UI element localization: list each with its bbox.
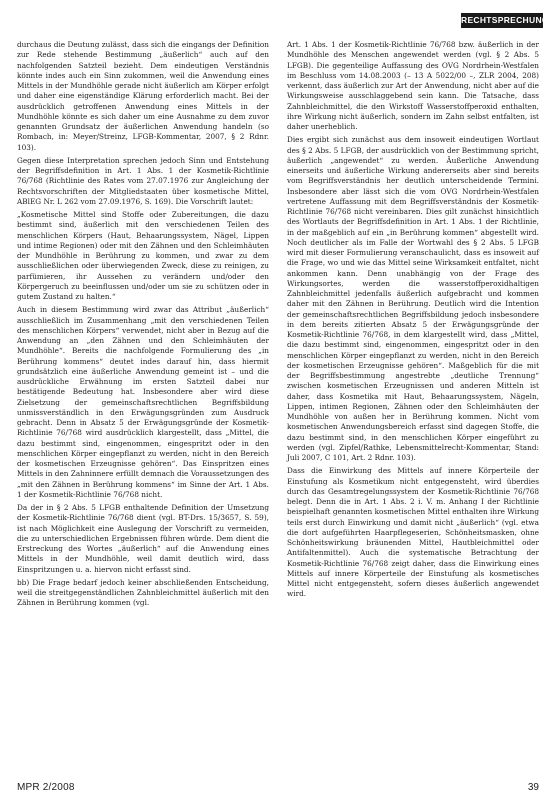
paragraph: durchaus die Deutung zulässt, dass sich die eingangs der Definition zur Rede stehende Bestimmung „äußerlich“ auch auf den nachfolgenden Satzteil bezieht. Dem eindeutigen Verständnis könnte indes auch ein Sinn zukommen, weil die Anwendung eines Mittels in der Mundhöhle gerade nicht äußerlich am Körper erfolgt und daher eine eigenständige Klärung erforderlich macht. Bei der ausdrücklich getroffenen Anwendung eines Mittels in der Mundhöhle könnte es sich daher um eine Ausnahme zu dem zuvor genannten Grundsatz der äußerlichen Anwendung handeln (so Rombach, in: Meyer/Streinz, LFGB-Kommentar, 2007, § 2 Rdnr. 103). xyxy=(17,40,269,152)
paragraph: Gegen diese Interpretation sprechen jedoch Sinn und Entstehung der Begriffsdefinition in Art. 1 Abs. 1 der Kosmetik-Richtlinie 76/768 (Richtlinie des Rates vom 27.07.1976 zur Angleichung der Rechtsvorschriften der Mitgliedstaaten über kosmetische Mittel, ABlEG Nr. L 262 vom 27.09.1976, S. 169). Die Vorschrift lautet: xyxy=(17,155,269,206)
paragraph: Auch in diesem Bestimmung wird zwar das Attribut „äußerlich“ ausschließlich im Zusammenhang „mit den verschiedenen Teilen des menschlichen Körpers“ verwendet, nicht aber in Bezug auf die Anwendung an „den Zähnen und den Schleimhäuten der Mundhöhle“. Bereits die nachfolgende Formulierung des „in Berührung kommens“ deutet indes darauf hin, dass hiermit grundsätzlich eine äußerliche Anwendung gemeint ist – und die ausdrückliche Erwähnung im ersten Satzteil dabei nur bestätigende Bedeutung hat. Insbesondere aber wird diese Zielsetzung der gemeinschaftsrechtlichen Begriffsbildung unmissverständlich in den Erwägungsgründen zum Ausdruck gebracht. Denn in Absatz 5 der Erwägungsgründe der Kosmetik-Richtlinie 76/768 wird ausdrücklich klargestellt, dass „Mittel, die dazu bestimmt sind, eingenommen, eingespritzt oder in den menschlichen Körper eingepflanzt zu werden, nicht in den Bereich der kosmetischen Erzeugnisse gehören“. Das Einspritzen eines Mittels in den Zahninnere erfüllt demnach die Voraussetzungen des „mit den Zähnen in Berührung kommens“ im Sinne der Art. 1 Abs. 1 der Kosmetik-Richtlinie 76/768 nicht. xyxy=(17,305,269,499)
quoted-definition: „Kosmetische Mittel sind Stoffe oder Zubereitungen, die dazu bestimmt sind, äußerlich mit den verschiedenen Teilen des menschlichen Körpers (Haut, Behaarungssystem, Nägel, Lippen und intime Regionen) oder mit den Zähnen und den Schleimhäuten der Mundhöhle in Berührung zu kommen, und zwar zu dem ausschließlichen oder überwiegenden Zweck, diese zu reinigen, zu parfümieren, ihr Aussehen zu verändern und/oder den Körpergeruch zu beeinflussen und/oder um sie zu schützen oder in gutem Zustand zu halten.“ xyxy=(17,210,269,301)
paragraph: Dass die Einwirkung des Mittels auf innere Körperteile der Einstufung als Kosmetikum nicht entgegensteht, wird überdies durch das Gesamtregelungssystem der Kosmetik-Richtlinie 76/768 belegt. Denn die in Art. 1 Abs. 2 i. V. m. Anhang I der Richtlinie beispielhaft genannten kosmetischen Mittel enthalten ihre Wirkung teils erst durch Einwirkung und damit nicht „äußerlich“ (vgl. etwa die dort aufgeführten Haarpflegeserien, Schönheitsmasken, ohne Schönheitswirkung bräunenden Mittel, Hautbleichmittel oder Antifaltenmittel). Auch die systematische Betrachtung der Kosmetik-Richtlinie 76/768 zeigt daher, dass die Einwirkung eines Mittels auf innere Körperteile der Einstufung als kosmetisches Mittel nicht entgegensteht, sofern dieses äußerlich angewendet wird. xyxy=(287,466,539,599)
journal-issue: MPR 2/2008 xyxy=(17,782,75,793)
left-text-column xyxy=(17,40,269,609)
page-number: 39 xyxy=(527,782,539,793)
paragraph: bb) Die Frage bedarf jedoch keiner abschließenden Entscheidung, weil die streitgegenständlichen Zahnbleichmittel äußerlich mit den Zähnen in Berührung kommen (vgl. xyxy=(17,577,269,608)
paragraph: Dies ergibt sich zunächst aus dem insoweit eindeutigen Wortlaut des § 2 Abs. 5 LFGB, der ausdrücklich von der Bestimmung spricht, äußerlich „angewendet“ zu werden. Äußerliche Anwendung einerseits und äußerliche Wirkung andererseits aber sind bereits vom Begriffsverständnis her deutlich unterscheidende Termini. Insbesondere aber lässt sich die vom OVG Nordrhein-Westfalen vertretene Auffassung mit dem Begriffsverständnis der Kosmetik-Richtlinie 76/768 nicht vereinbaren. Dies gilt zunächst hinsichtlich des Wortlauts der Begriffsdefinition in Art. 1 Abs. 1 der Richtlinie, in der maßgeblich auf ein „in Berührung kommen“ abgestellt wird. Noch deutlicher als im Falle der Wortwahl des § 2 Abs. 5 LFGB wird mit dieser Formulierung veranschaulicht, dass es insoweit auf die Frage, wo und wie das Mittel seine Wirksamkeit entfaltet, nicht ankommen kann. Denn unabhängig von der Frage des Wirkungsortes, werden die wasserstoffperoxidhaltigen Zahnbleichmittel jedenfalls äußerlich aufgebracht und kommen daher mit den Zähnen in Berührung. Deutlich wird die Intention der gemeinschaftsrechtlichen Begriffsbildung jedoch insbesondere in dem bereits zitierten Absatz 5 der Erwägungsgründe der Kosmetik-Richtlinie 76/768, in dem klargestellt wird, dass „Mittel, die dazu bestimmt sind, eingenommen, eingespritzt oder in den menschlichen Körper eingepflanzt zu werden, nicht in den Bereich der kosmetischen Erzeugnisse gehören“. Maßgeblich für die mit der Begriffsbestimmung angestrebte „deutliche Trennung“ zwischen kosmetischen Erzeugnissen und anderen Mitteln ist daher, dass Kosmetika mit Haut, Behaarungssystem, Nägeln, Lippen, intimen Regionen, Zähnen oder den Schleimhäuten der Mundhöhle von außen her in Berührung kommen. Nicht vom kosmetischen Anwendungsbereich erfasst sind dagegen Stoffe, die dazu bestimmt sind, in den menschlichen Körper eingeführt zu werden (vgl. Zipfel/Rathke, Lebensmittelrecht-Kommentar, Stand: Juli 2007, C 101, Art. 2 Rdnr. 103). xyxy=(287,135,539,462)
section-rubric: RECHTSPRECHUNG xyxy=(461,13,543,28)
paragraph: Da der in § 2 Abs. 5 LFGB enthaltende Definition der Umsetzung der Kosmetik-Richtlinie 76/768 dient (vgl. BT-Drs. 15/3657, S. 59), ist nach Möglichkeit eine Auslegung der Vorschrift zu vermeiden, die zu unterschiedlichen Ergebnissen führen würde. Dem dient die Erstreckung des Wortes „äußerlich“ auf die Anwendung eines Mittels in der Mundhöhle, weil damit deutlich wird, dass Einspritzungen u. a. hiervon nicht erfasst sind. xyxy=(17,503,269,574)
paragraph: Art. 1 Abs. 1 der Kosmetik-Richtlinie 76/768 bzw. äußerlich in der Mundhöhle des Menschen angewendet werden (vgl. § 2 Abs. 5 LFGB). Die gegenteilige Auffassung des OVG Nordrhein-Westfalen im Beschluss vom 14.08.2003 (– 13 A 5022/00 –, ZLR 2004, 208) verkennt, dass äußerlich zur Art der Anwendung, nicht aber auf die Wirkungsweise ausschlaggebend sein kann. Die Tatsache, dass Zahnbleichmittel, die den Wirkstoff Wasserstoffperoxid enthalten, ihre Wirkung nicht äußerlich, sondern im Zahn selbst entfalten, ist daher unerheblich. xyxy=(287,40,539,131)
page-footer xyxy=(0,782,556,798)
right-text-column xyxy=(287,40,539,600)
